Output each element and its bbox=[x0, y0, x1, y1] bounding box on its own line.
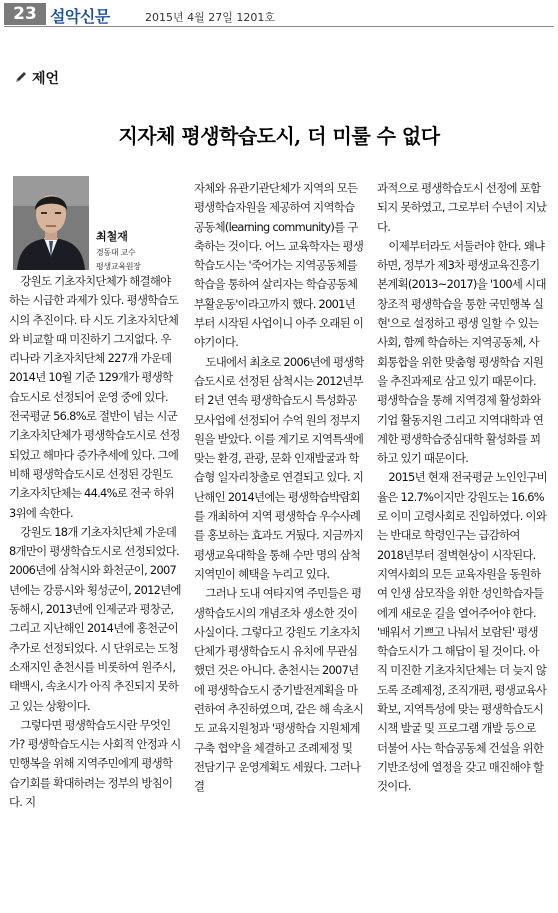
author-name: 최철재 bbox=[96, 230, 128, 243]
article-title: 지자체 평생학습도시, 더 미룰 수 없다 bbox=[118, 124, 440, 148]
paragraph: 도내에서 최초로 2006년에 평생학습도시로 선정된 삼척시는 2012년부터 2년 연속 평생학습도시 특성화공모사업에 선정되어 수억 원의 정부지원을 받았다. 이를 계기로 지역특색에 맞는 환경, 관광, 문화 인재발굴과 학습형 일자리창출로 연결되고 있다. 지난해인 2014년에는 평생학습박람회를 개최하여 지역 평생학습 우수사례를 홍보하는 효과도 거뒀다. 지금까지 평생교육대학을 통해 수만 명의 삼척지역민이 혜택을 누리고 있다. bbox=[194, 354, 364, 581]
paragraph: 강원도 기초자치단체가 해결해야 하는 시급한 과제가 있다. 평생학습도시의 추진이다. 타 시도 기초자치단체와 비교할 때 미진하기 그지없다. 우리나라 기초자치단체 227개 가운데 2014년 10월 기준 129개가 평생학습도시로 선정되어 운영 중에 있다. 전국평균 56.8%로 절반이 넘는 시군 기초자치단체가 평생학습도시로 선정되었고 해마다 증가추세에 있다. 그에 비해 평생학습도시로 선정된 강원도 기초자치단체는 44.4%로 전국 하위 3위에 속한다. bbox=[9, 274, 180, 520]
paragraph: 이제부터라도 서둘러야 한다. 왜냐하면, 정부가 제3차 평생교육진흥기본계획(2013~2017)을 '100세 시대 창조적 평생학습을 통한 국민행복 실현'으로 설정하고 평생 일할 수 있는 사회, 함께 학습하는 지역공동체, 사회통합을 위한 맞춤형 평생학습 지원을 추진과제로 삼고 있기 때문이다. 평생학습을 통해 지역경제 활성화와 기업 활동지원 그리고 지역대학과 연계한 평생학습중심대학 활성화를 꾀하고 있기 때문이다. bbox=[377, 238, 546, 466]
pen-icon bbox=[14, 70, 28, 84]
paragraph: 2015년 현재 전국평균 노인인구비율은 12.7%이지만 강원도는 16.6%로 이미 고령사회로 진입하였다. 이와는 반대로 학령인구는 급감하여 2018년부터 절벽현상이 시작된다. 지역사회의 모든 교육자원을 동원하여 인생 삼모작을 위한 성인학습자들에게 새로운 길을 열어주어야 한다. '배워서 기쁘고 나눠서 보람된' 평생학습도시가 그 해답이 될 것이다. 아직 미진한 기초자치단체는 더 늦지 않도록 조례제정, 조직개편, 평생교육사 확보, 지역특성에 맞는 평생학습도시 시책 발굴 및 프로그램 개발 등으로 더불어 사는 학습공동체 건설을 위한 기반조성에 열정을 갖고 매진해야 할 것이다. bbox=[377, 470, 547, 794]
paragraph: 강원도 18개 기초자치단체 가운데 8개만이 평생학습도시로 선정되었다. 2006년에 삼척시와 화천군이, 2007년에는 강릉시와 횡성군이, 2012년에 동해시, 2013년에 인제군과 평창군, 그리고 지난해인 2014년에 홍천군이 추가로 선정되었다. 시 단위로는 도청소재지인 춘천시를 비롯하여 원주시, 태백시, 속초시가 아직 추진되지 못하고 있는 상황이다. bbox=[9, 524, 181, 713]
paragraph: 그러나 도내 여타지역 주민들은 평생학습도시의 개념조차 생소한 것이 사실이다. 그렇다고 강원도 기초자치단체가 평생학습도시 유치에 무관심했던 것은 아니다. 춘천시는 2007년에 평생학습도시 중기발전계획을 마련하여 추진하였으며, 같은 해 속초시도 교육지원청과 '평생학습 지원체계구축 협약'을 체결하고 조례제정 및 전담기구 운영계획도 세웠다. 그러나 결 bbox=[194, 586, 364, 794]
author-position: 평생교육원장 bbox=[96, 262, 141, 271]
publication-name[interactable]: 설악신문 bbox=[50, 7, 110, 26]
paragraph: 과적으로 평생학습도시 선정에 포함되지 못하였고, 그로부터 수년이 지났다. bbox=[377, 181, 547, 234]
author-portrait-image bbox=[13, 176, 89, 270]
article-column-1 bbox=[9, 272, 181, 908]
page-header bbox=[0, 0, 558, 26]
issue-date: 2015년 4월 27일 1201호 bbox=[145, 11, 275, 24]
author-affiliation: 경동대 교수 bbox=[96, 248, 136, 257]
article-column-3 bbox=[377, 179, 548, 908]
paragraph: 자체와 유관기관단체가 지역의 모든 평생학습자원을 제공하여 지역학습 공동체(learning community)를 구축하는 것이다. 어느 교육학자는 평생학습도시는 '죽어가는 지역공동체를 학습을 통하여 살리자는 학습공동체 부활운동'이라고까지 했다. 2001년부터 시작된 사업이니 아주 오래된 이야기이다. bbox=[194, 181, 364, 350]
section-label: 제언 bbox=[32, 71, 60, 87]
author-photo bbox=[13, 176, 89, 270]
header-divider bbox=[4, 26, 554, 27]
author-byline bbox=[96, 228, 141, 272]
article-column-2 bbox=[194, 179, 364, 908]
paragraph: 그렇다면 평생학습도시란 무엇인가? 평생학습도시는 사회적 안정과 시민행복을 위해 지역주민에게 평생학습기회를 확대하려는 정부의 방침이다. 지 bbox=[9, 717, 181, 810]
page-number: 23 bbox=[4, 3, 46, 25]
